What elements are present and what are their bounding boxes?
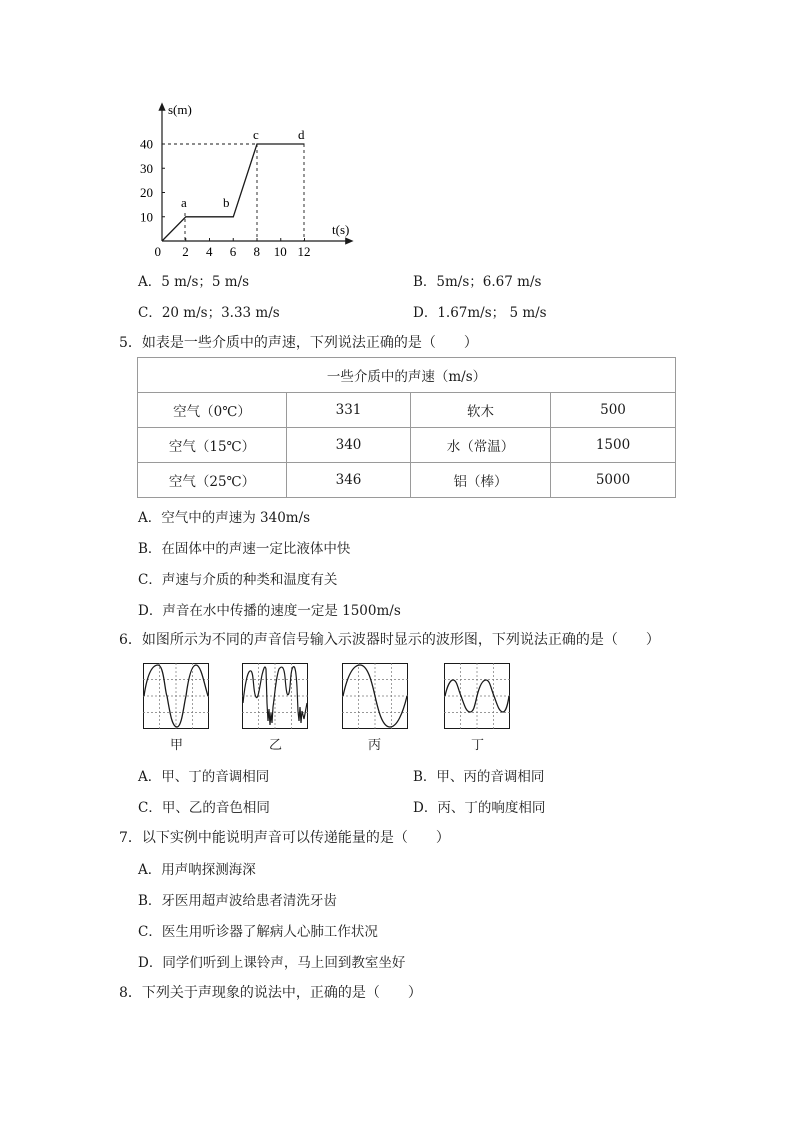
waveform-label-bing: 丙 — [368, 738, 382, 753]
point-label-b: b — [223, 195, 230, 210]
q4-option-a[interactable]: A．5 m/s；5 m/s — [138, 274, 250, 290]
y-tick-label: 10 — [140, 209, 153, 225]
table-cell: 水（常温） — [411, 428, 551, 463]
q5-option-d[interactable]: D．声音在水中传播的速度一定是 1500m/s — [138, 603, 401, 619]
q7-option-d[interactable]: D．同学们听到上课铃声，马上回到教室坐好 — [138, 955, 406, 971]
table-row — [138, 463, 676, 498]
table-cell: 铝（棒） — [411, 463, 551, 498]
waveform-label-jia: 甲 — [170, 738, 184, 753]
y-tick-label: 30 — [140, 160, 153, 176]
q5-option-c[interactable]: C．声速与介质的种类和温度有关 — [138, 572, 338, 588]
waveform-label-ding: 丁 — [471, 738, 485, 753]
st-series-line — [162, 144, 305, 241]
q7-option-a[interactable]: A．用声呐探测海深 — [138, 862, 256, 878]
sound-speed-table — [137, 357, 676, 498]
q5-option-b[interactable]: B．在固体中的声速一定比液体中快 — [138, 541, 351, 557]
table-cell: 1500 — [551, 428, 676, 463]
q5-stem: 5．如表是一些介质中的声速，下列说法正确的是（ ） — [119, 335, 478, 351]
x-tick-label: 12 — [297, 244, 311, 259]
q6-option-d[interactable]: D．丙、丁的响度相同 — [413, 800, 546, 816]
table-cell: 500 — [551, 393, 676, 428]
q7-option-b[interactable]: B．牙医用超声波给患者清洗牙齿 — [138, 893, 337, 909]
x-tick-label: 4 — [206, 244, 213, 259]
x-tick-label: 8 — [253, 244, 260, 259]
q6-option-c[interactable]: C．甲、乙的音色相同 — [138, 800, 270, 816]
table-row — [138, 393, 676, 428]
y-tick-label: 40 — [140, 136, 153, 152]
table-cell: 软木 — [411, 393, 551, 428]
table-cell: 空气（15℃） — [138, 428, 287, 463]
q4-option-c[interactable]: C．20 m/s；3.33 m/s — [138, 305, 280, 321]
q6-stem: 6．如图所示为不同的声音信号输入示波器时显示的波形图，下列说法正确的是（ ） — [119, 632, 660, 648]
st-graph — [130, 96, 370, 266]
waveform-jia — [143, 663, 209, 729]
q7-stem: 7．以下实例中能说明声音可以传递能量的是（ ） — [119, 830, 450, 846]
q6-option-b[interactable]: B．甲、丙的音调相同 — [413, 769, 545, 785]
table-cell: 空气（0℃） — [138, 393, 287, 428]
table-cell: 331 — [287, 393, 411, 428]
q4-option-d[interactable]: D．1.67m/s； 5 m/s — [413, 305, 547, 321]
q5-option-a[interactable]: A．空气中的声速为 340m/s — [138, 510, 311, 526]
waveform-ding — [444, 663, 510, 729]
table-cell: 346 — [287, 463, 411, 498]
x-tick-label: 2 — [182, 244, 189, 259]
point-label-c: c — [253, 127, 259, 142]
x-tick-label: 10 — [273, 244, 287, 259]
table-cell: 340 — [287, 428, 411, 463]
x-axis-label: t(s) — [332, 222, 350, 237]
table-row — [138, 428, 676, 463]
y-axis-label: s(m) — [168, 102, 192, 117]
waveform-yi — [242, 663, 308, 729]
q7-option-c[interactable]: C．医生用听诊器了解病人心肺工作状况 — [138, 924, 378, 940]
q6-option-a[interactable]: A．甲、丁的音调相同 — [138, 769, 270, 785]
waveform-bing — [342, 663, 408, 729]
table-cell: 5000 — [551, 463, 676, 498]
table-cell: 空气（25℃） — [138, 463, 287, 498]
point-label-a: a — [181, 195, 187, 210]
x-tick-label: 0 — [154, 244, 161, 259]
q4-option-b[interactable]: B．5m/s；6.67 m/s — [413, 274, 542, 290]
y-tick-label: 20 — [140, 185, 153, 200]
q8-stem: 8．下列关于声现象的说法中，正确的是（ ） — [119, 985, 422, 1001]
point-label-d: d — [298, 127, 305, 142]
x-tick-label: 6 — [229, 244, 237, 259]
waveform-label-yi: 乙 — [269, 738, 283, 753]
table-caption: 一些介质中的声速（m/s） — [138, 358, 676, 393]
